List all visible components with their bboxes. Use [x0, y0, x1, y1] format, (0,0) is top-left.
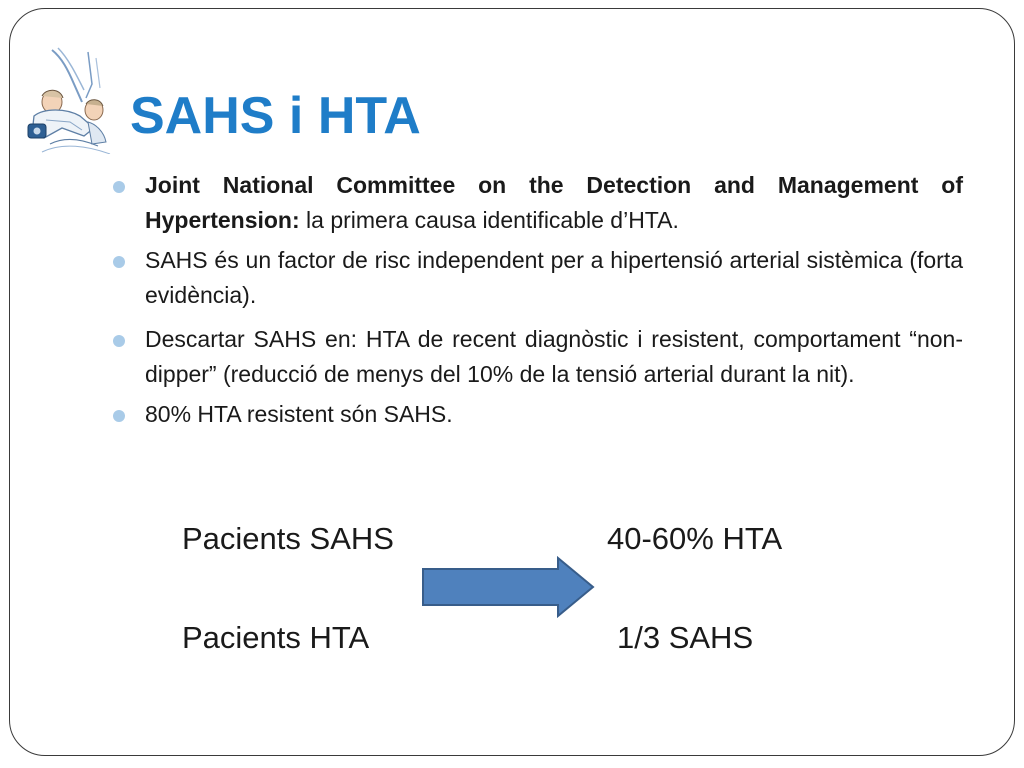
bullet-dot-icon: [113, 410, 125, 422]
bullet-dot-icon: [113, 181, 125, 193]
bullet-text: SAHS és un factor de risc independent per a hipertensió arterial sistèmica (forta evidència).: [145, 247, 963, 308]
bullet-item: [110, 397, 963, 432]
bullet-item: [110, 322, 963, 392]
stat-label-sahs: Pacients SAHS: [182, 521, 394, 556]
right-arrow-icon: [420, 556, 596, 618]
bullet-dot-icon: [113, 256, 125, 268]
bullet-text: Descartar SAHS en: HTA de recent diagnòstic i resistent, comportament “non-dipper” (reducció de menys del 10% de la tensió arterial durant la nit).: [145, 326, 963, 387]
bullet-list: [110, 168, 963, 432]
stat-value-hta: 40-60% HTA: [607, 521, 783, 556]
bullet-bold-text: Joint National Committee on the Detection and Management of Hypertension:: [145, 172, 963, 233]
bullet-text: la primera causa identificable d’HTA.: [299, 207, 679, 233]
stat-value-sahs: 1/3 SAHS: [617, 620, 754, 655]
bullet-item: [110, 168, 963, 238]
blood-pressure-illustration-icon: [22, 44, 114, 154]
bullet-item: [110, 243, 963, 313]
bullet-text: 80% HTA resistent són SAHS.: [145, 401, 453, 427]
stat-label-hta: Pacients HTA: [182, 620, 370, 655]
bullet-dot-icon: [113, 335, 125, 347]
slide-title: SAHS i HTA: [130, 87, 421, 145]
